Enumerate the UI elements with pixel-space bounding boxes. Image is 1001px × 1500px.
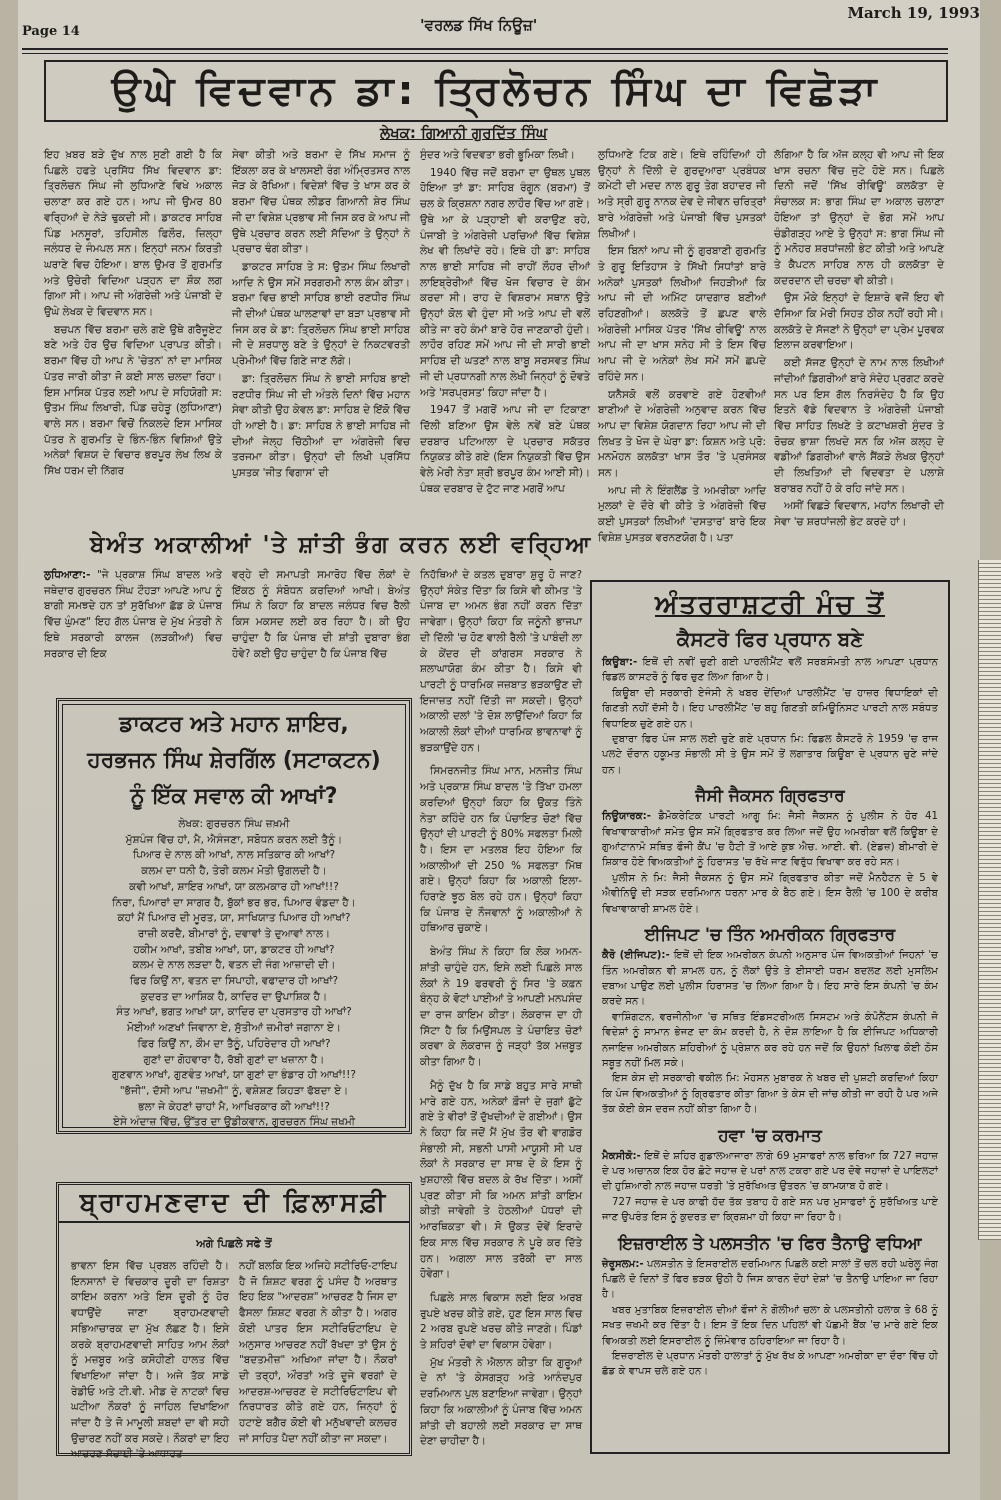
paragraph: ਨਿਹੱਥਿਆਂ ਦੇ ਕਤਲ ਦੁਬਾਰਾ ਸ਼ੁਰੂ ਹੋ ਜਾਣ? ਉਨ੍ਹਾਂ ਸੰਕੇਤ ਦਿੱਤਾ ਕਿ ਕਿਸੇ ਵੀ ਕੀਮਤ 'ਤੇ ਪੰਜਾਬ ਦਾ ਅਮਨ ਭੰਗ ਨਹੀਂ ਕਰਨ ਦਿੱਤਾ ਜਾਵੇਗਾ। ਉਨ੍ਹਾਂ ਕਿਹਾ ਕਿ ਜਨੂੰਨੀ ਭਾਜਪਾ ਦੀ ਦਿੱਲੀ 'ਚ ਹੋਣ ਵਾਲੀ ਰੈਲੀ 'ਤੇ ਪਾਬੰਦੀ ਲਾ ਕੇ ਕੇਂਦਰ ਦੀ ਕਾਂਗਰਸ ਸਰਕਾਰ ਨੇ ਸ਼ਲਾਘਾਯੋਗ ਕੰਮ ਕੀਤਾ ਹੈ। ਕਿਸੇ ਵੀ ਪਾਰਟੀ ਨੂੰ ਧਾਰਮਿਕ ਜਜ਼ਬਾਤ ਭੜਕਾਉਣ ਦੀ ਇਜਾਜ਼ਤ ਨਹੀਂ ਦਿੱਤੀ ਜਾ ਸਕਦੀ। ਉਨ੍ਹਾਂ ਅਕਾਲੀ ਦਲਾਂ 'ਤੇ ਦੋਸ਼ ਲਾਉਂਦਿਆਂ ਕਿਹਾ ਕਿ ਅਕਾਲੀ ਲੋਕਾਂ ਦੀਆਂ ਧਾਰਮਿਕ ਭਾਵਨਾਵਾਂ ਨੂੰ ਭੜਕਾਉਂਦੇ ਹਨ।	[420, 569, 582, 754]
story-headline: ਹਵਾ 'ਚ ਕਰਮਾਤ	[718, 1125, 822, 1146]
poem-headline-line-1: ਡਾਕਟਰ ਅਤੇ ਮਹਾਨ ਸ਼ਾਇਰ,	[119, 712, 349, 737]
paragraph: ਬਚਪਨ ਵਿੱਚ ਬਰਮਾ ਚਲੇ ਗਏ ਉਥੇ ਗਰੈਜੂਏਟ ਬਣੇ ਅਤੇ ਹੋਰ ਉਚ ਵਿਦਿਆ ਪ੍ਰਾਪਤ ਕੀਤੀ। ਬਰਮਾ ਵਿੱਚ ਹੀ ਆਪ ਨੇ 'ਚੇਤਨ' ਨਾਂ ਦਾ ਮਾਸਿਕ ਪੱਤਰ ਜਾਰੀ ਕੀਤਾ ਜੋ ਕਈ ਸਾਲ ਚਲਦਾ ਰਿਹਾ। ਇਸ ਮਾਸਿਕ ਪੱਤਰ ਲਈ ਆਪ ਦੇ ਸਹਿਯੋਗੀ ਸ: ਉਤਮ ਸਿੰਘ ਲਿਖਾਰੀ, ਪਿੰਡ ਚਹੇੜੂ (ਲੁਧਿਆਣਾ) ਵਾਲੇ ਸਨ। ਬਰਮਾ ਵਿਚੋਂ ਨਿਕਲਦੇ ਇਸ ਮਾਸਿਕ ਪੱਤਰ ਨੇ ਗੁਰਮਤਿ ਦੇ ਭਿੰਨ-ਭਿੰਨ ਵਿਸ਼ਿਆਂ ਉਤੇ ਅਨੇਕਾਂ ਵਿਸ਼ਯ ਦੇ ਵਿਚਾਰ ਭਰਪੂਰ ਲੇਖ ਲਿਖ ਕੇ ਸਿੱਖ ਧਰਮ ਦੀ ਨਿੱਗਰ	[44, 323, 222, 478]
news-story	[592, 925, 948, 1117]
paragraph	[602, 655, 938, 686]
paragraph: ਯਨੈਸਕੋ ਵਲੋਂ ਕਰਵਾਏ ਗਏ ਹੋਣਵੀਆਂ ਬਾਣੀਆਂ ਦੇ ਅੰਗਰੇਜ਼ੀ ਅਨੁਵਾਦ ਕਰਨ ਵਿੱਚ ਆਪ ਦਾ ਵਿਸ਼ੇਸ਼ ਯੋਗਦਾਨ ਰਿਹਾ ਆਪ ਜੀ ਦੀ ਲਿਖਤ ਤੇ ਖੋਜ ਦੇ ਘੇਰਾ ਡਾ: ਕਿਸ਼ਨ ਅਤੇ ਪ੍ਰੋ: ਮਨਮੋਹਨ ਕਲਕੱਤਾ ਖਾਸ ਤੌਰ 'ਤੇ ਪ੍ਰਸੰਸਕ ਸਨ।	[598, 388, 766, 480]
paragraph: ਸੁੰਦਰ ਅਤੇ ਵਿਦਵਤਾ ਭਰੀ ਭੂਮਿਕਾ ਲਿਖੀ।	[420, 149, 575, 161]
poem-headline-line-3: ਨੂੰ ਇੱਕ ਸਵਾਲ ਕੀ ਆਖਾਂ?	[130, 784, 338, 809]
brahmanvad-column-1	[71, 1259, 229, 1461]
beant-column-2	[232, 568, 410, 680]
poem-byline: ਲੇਖਕ: ਗੁਰਚਰਨ ਸਿੰਘ ਜ਼ਖ਼ਮੀ	[178, 818, 290, 830]
paragraph: ਡਾ: ਤ੍ਰਿਲੋਚਨ ਸਿੰਘ ਨੇ ਭਾਈ ਸਾਹਿਬ ਭਾਈ ਰਣਧੀਰ ਸਿੰਘ ਜੀ ਦੀ ਅੰਤਲੇ ਦਿਨਾਂ ਵਿੱਚ ਮਹਾਨ ਸੇਵਾ ਕੀਤੀ ਉਹ ਕੇਵਲ ਡਾ: ਸਾਹਿਬ ਦੇ ਇੱਕੋ ਵਿੱਚ ਹੀ ਆਈ ਹੈ। ਡਾ: ਸਾਹਿਬ ਨੇ ਭਾਈ ਸਾਹਿਬ ਜੀ ਦੀਆਂ ਜੇਲ੍ਹ ਚਿੱਠੀਆਂ ਦਾ ਅੰਗਰੇਜ਼ੀ ਵਿਚ ਤਰਜਮਾ ਕੀਤਾ। ਉਨ੍ਹਾਂ ਦੀ ਲਿਖੀ ਪ੍ਰਸਿੱਧ ਪੁਸਤਕ 'ਜੀਤ ਵਿਗਾਸ' ਦੀ	[232, 372, 410, 480]
paragraph	[602, 1257, 938, 1303]
paragraph	[602, 1149, 938, 1195]
poem-line: ਹਕੀਮ ਆਖਾਂ, ਤਬੀਬ ਆਖਾਂ, ਯਾ, ਡਾਕਟਰ ਹੀ ਆਖਾਂ?	[133, 943, 335, 956]
paragraph: ਬੇਅੰਤ ਸਿੰਘ ਨੇ ਕਿਹਾ ਕਿ ਲੋਕ ਅਮਨ-ਸ਼ਾਂਤੀ ਚਾਹੁੰਦੇ ਹਨ, ਇਸੇ ਲਈ ਪਿਛਲੇ ਸਾਲ ਲੋਕਾਂ ਨੇ 19 ਫਰਵਰੀ ਨੂੰ ਸਿਰ 'ਤੇ ਕਫ਼ਨ ਬੰਨ੍ਹ ਕੇ ਵੋਟਾਂ ਪਾਈਆਂ ਤੇ ਆਪਣੀ ਮਨਪਸੰਦ ਦਾ ਰਾਜ ਕਾਇਮ ਕੀਤਾ। ਲੋਕਰਾਜ ਦਾ ਹੀ ਸਿੱਟਾ ਹੈ ਕਿ ਮਿਉਂਸਪਲ ਤੇ ਪੰਚਾਇਤ ਚੋਣਾਂ ਕਰਵਾ ਕੇ ਲੋਕਰਾਜ ਨੂੰ ਜੜ੍ਹਾਂ ਤੱਕ ਮਜ਼ਬੂਤ ਕੀਤਾ ਗਿਆ ਹੈ।	[420, 946, 582, 1069]
story-headline: ਈਜਿਪਟ 'ਚ ਤਿੰਨ ਅਮਰੀਕਨ ਗ੍ਰਿਫਤਾਰ	[644, 925, 896, 946]
paragraph: ਦੁਬਾਰਾ ਫਿਰ ਪੰਜ ਸਾਲ ਲਈ ਚੁਣੇ ਗਏ ਪ੍ਰਧਾਨ ਮਿ: ਫਿਡਲ ਕੈਸਟਰੋ ਨੇ 1959 'ਚ ਰਾਜ ਪਲਟੇ ਦੌਰਾਨ ਹਕੂਮਤ ਸੰਭਾਲੀ ਸੀ ਤੇ ਉਸ ਸਮੇਂ ਤੋਂ ਲਗਾਤਾਰ ਕਿਊਬਾ ਦੇ ਪ੍ਰਧਾਨ ਚੁਣੇ ਜਾਂਦੇ ਹਨ।	[602, 734, 938, 776]
poem-line: ਕਹਾਂ ਮੈਂ ਪਿਆਰ ਦੀ ਮੂਰਤ, ਯਾ, ਸਾਖਿਯਾਤ ਪਿਆਰ ਹੀ ਆਖਾਂ?	[117, 912, 351, 925]
paragraph-text: ਇਥੋਂ ਦੇ ਸ਼ਹਿਰ ਗੁਡਾਲਆਜਾਰਾ ਲਾਗੇ 69 ਮੁਸਾਫਰਾਂ ਨਾਲ ਭਰਿਆ ਕਿ 727 ਜਹਾਜ਼ ਦੇ ਪਰ ਅਚਾਨਕ ਇਕ ਹੋਰ ਛੋਟੇ ਜਹਾਜ਼ ਦੇ ਪਰਾਂ ਨਾਲ ਟਕਰਾ ਗਏ ਪਰ ਦੋਵੇ ਜਹਾਜ਼ਾਂ ਦੇ ਪਾਇਲਟਾਂ ਦੀ ਹੁਸ਼ਿਆਰੀ ਨਾਲ ਜਹਾਜ਼ ਧਰਤੀ 'ਤੇ ਸੁਰੱਖਿਅਤ ਉਤਰਨ 'ਚ ਕਾਮਯਾਬ ਹੋ ਗਏ।	[602, 1150, 938, 1193]
lead-column-3	[420, 148, 590, 528]
paragraph: ਲੁਧਿਆਣੇ ਟਿਕ ਗਏ। ਇਥੇ ਰਹਿੰਦਿਆਂ ਹੀ ਉਨ੍ਹਾਂ ਨੇ ਦਿੱਲੀ ਦੇ ਗੁਰਦੁਆਰਾ ਪ੍ਰਬੰਧਕ ਕਮੇਟੀ ਦੀ ਮਦਦ ਨਾਲ ਗੁਰੂ ਤੇਗ ਬਹਾਦਰ ਜੀ ਅਤੇ ਸ੍ਰੀ ਗੁਰੂ ਨਾਨਕ ਦੇਵ ਦੇ ਜੀਵਨ ਚਰਿਤ੍ਰਾਂ ਬਾਰੇ ਅੰਗਰੇਜ਼ੀ ਅਤੇ ਪੰਜਾਬੀ ਵਿੱਚ ਪੁਸਤਕਾਂ ਲਿਖੀਆਂ।	[598, 149, 766, 240]
paragraph: ਇਸ ਕੇਸ ਦੀ ਸਰਕਾਰੀ ਵਕੀਲ ਮਿ: ਮੋਹਸਨ ਮੁਬਾਰਕ ਨੇ ਖਬਰ ਦੀ ਪੁਸ਼ਟੀ ਕਰਦਿਆਂ ਕਿਹਾ ਕਿ ਪੰਜ ਵਿਅਕਤੀਆਂ ਨੂੰ ਗ੍ਰਿਫਤਾਰ ਕੀਤਾ ਗਿਆ ਤੇ ਕੇਸ ਦੀ ਜਾਂਚ ਕੀਤੀ ਜਾ ਰਹੀ ਹੈ ਪਰ ਅਜੇ ਤੱਕ ਕੋਈ ਕੇਸ ਦਰਜ ਨਹੀਂ ਕੀਤਾ ਗਿਆ ਹੈ।	[602, 1073, 938, 1116]
international-section-title: ਅੰਤਰਰਾਸ਼ਟਰੀ ਮੰਚ ਤੋਂ	[655, 590, 885, 620]
paragraph: ਵਾਸ਼ਿੰਗਟਨ, ਵਰਜੀਨੀਆ 'ਚ ਸਥਿਤ ਇੰਡਸਟਰੀਅਲ ਸਿਸਟਮ ਅਤੇ ਕੰਪੋਨੈਂਟਸ ਕੰਪਨੀ ਜੋ ਵਿਦੇਸ਼ਾਂ ਨੂੰ ਸਾਮਾਨ ਭੇਜਣ ਦਾ ਕੰਮ ਕਰਦੀ ਹੈ, ਨੇ ਦੋਸ਼ ਲਾਇਆ ਹੈ ਕਿ ਈਜਿਪਟ ਅਧਿਕਾਰੀ ਨਜਾਇਜ਼ ਅਮਰੀਕਨ ਸ਼ਹਿਰੀਆਂ ਨੂੰ ਪ੍ਰੇਸ਼ਾਨ ਕਰ ਰਹੇ ਹਨ ਜਦੋਂ ਕਿ ਉਹਨਾਂ ਖਿਲਾਫ ਕੋਈ ਠੋਸ ਸਬੂਤ ਨਹੀਂ ਮਿਲ ਸਕੇ।	[602, 1011, 938, 1069]
poem-line: ਰਾਜ਼ੀ ਕਰਦੈ, ਬੀਮਾਰਾਂ ਨੂੰ, ਦਵਾਵਾਂ ਤੇ ਦੁਆਵਾਂ ਨਾਲ।	[137, 927, 331, 940]
paragraph	[602, 809, 938, 871]
paragraph: ਭਾਵਨਾ ਇਸ ਵਿੱਚ ਪ੍ਰਬਲ ਰਹਿੰਦੀ ਹੈ। ਇਨਸਾਨਾਂ ਦੇ ਵਿਚਕਾਰ ਦੂਰੀ ਦਾ ਰਿਸ਼ਤਾ ਕਾਇਮ ਕਰਨਾ ਅਤੇ ਇਸ ਦੂਰੀ ਨੂੰ ਹੋਰ ਵਧਾਉਂਦੇ ਜਾਣਾ ਬ੍ਰਾਹਮਣਵਾਦੀ ਸਭਿਆਚਾਰਕ ਦਾ ਮੁੱਖ ਲੱਛਣ ਹੈ। ਇਸੇ ਕਰਕੇ ਬ੍ਰਾਹਮਣਵਾਦੀ ਸਾਹਿਤ ਆਮ ਲੋਕਾਂ ਨੂੰ ਮਜ਼ਬੂਰ ਅਤੇ ਕਸੋਹੀਣੀ ਹਾਲਤ ਵਿੱਚ ਵਿਖਾਇਆ ਜਾਂਦਾ ਹੈ। ਅਜੇ ਤੱਕ ਸਾਡੇ ਰੇਡੀਓ ਅਤੇ ਟੀ.ਵੀ. ਮੀਡ ਦੇ ਨਾਟਕਾਂ ਵਿਚ ਘਟੀਆ ਨੌਕਰਾਂ ਨੂੰ ਜਾਹਿਲ ਦਿਖਾਇਆ ਜਾਂਦਾ ਹੈ ਤੇ ਜੋ ਮਾਮੂਲੀ ਸ਼ਬਦਾਂ ਦਾ ਵੀ ਸਹੀ ਉਚਾਰਣ ਨਹੀਂ ਕਰ ਸਕਦੇ। ਨੌਕਰਾਂ ਦਾ ਇਹ ਆਚਰਣ ਸੱਚਾਈ 'ਤੇ ਆਧਾਰਤ	[71, 1260, 229, 1461]
international-box	[590, 580, 950, 1454]
poem-box	[56, 698, 412, 1134]
issue-date: March 19, 1993	[847, 4, 980, 22]
dateline: ਲੁਧਿਆਣਾ:-	[44, 569, 91, 581]
paragraph: ਸਿਮਰਨਜੀਤ ਸਿੰਘ ਮਾਨ, ਮਨਜੀਤ ਸਿੰਘ ਅਤੇ ਪ੍ਰਕਾਸ਼ ਸਿੰਘ ਬਾਦਲ 'ਤੇ ਤਿੱਖਾ ਹਮਲਾ ਕਰਦਿਆਂ ਉਨ੍ਹਾਂ ਕਿਹਾ ਕਿ ਉਕਤ ਤਿੰਨੇ ਨੇਤਾ ਕਹਿੰਦੇ ਹਨ ਕਿ ਪੰਚਾਇਤ ਚੋਣਾਂ ਵਿੱਚ ਉਨ੍ਹਾਂ ਦੀ ਪਾਰਟੀ ਨੂੰ 80% ਸਫਲਤਾ ਮਿਲੀ ਹੈ। ਇਸ ਦਾ ਮਤਲਬ ਇਹ ਹੋਇਆ ਕਿ ਅਕਾਲੀਆਂ ਦੀ 250 % ਸਫਲਤਾ ਮਿੱਥ ਗਏ। ਉਨ੍ਹਾਂ ਕਿਹਾ ਕਿ ਅਕਾਲੀ ਇਲਾ-ਹਿਰਾਣੇ ਝੂਠ ਬੋਲ ਰਹੇ ਹਨ। ਉਨ੍ਹਾਂ ਕਿਹਾ ਕਿ ਪੰਜਾਬ ਦੇ ਨੌਜਵਾਨਾਂ ਨੂੰ ਅਕਾਲੀਆਂ ਨੇ ਹਥਿਆਰ ਚੁਕਾਏ।	[420, 765, 582, 935]
paragraph: ਮੁੱਖ ਮੰਤਰੀ ਨੇ ਐਲਾਨ ਕੀਤਾ ਕਿ ਗੁਰੂਆਂ ਦੇ ਨਾਂ 'ਤੇ ਕੇਸਗੜ੍ਹ ਅਤੇ ਆਨੰਦਪੁਰ ਦਰਮਿਆਨ ਪੁਲ ਬਣਾਇਆ ਜਾਵੇਗਾ। ਉਨ੍ਹਾਂ ਕਿਹਾ ਕਿ ਅਕਾਲੀਆਂ ਨੂੰ ਪੰਜਾਬ ਵਿੱਚ ਅਮਨ ਸ਼ਾਂਤੀ ਦੀ ਬਹਾਲੀ ਲਈ ਸਰਕਾਰ ਦਾ ਸਾਥ ਦੇਣਾ ਚਾਹੀਦਾ ਹੈ।	[420, 1356, 582, 1448]
paragraph: ਕਈ ਸੱਜਣ ਉਨ੍ਹਾਂ ਦੇ ਨਾਮ ਨਾਲ ਲਿਖੀਆਂ ਜਾਂਦੀਆਂ ਡਿਗਰੀਆਂ ਬਾਰੇ ਸੰਦੇਹ ਪ੍ਰਗਟ ਕਰਦੇ ਸਨ ਪਰ ਇਸ ਗੱਲ ਨਿਰਸੰਦੇਹ ਹੈ ਕਿ ਉਹ ਇਤਨੇ ਵੱਡੇ ਵਿਦਵਾਨ ਤੇ ਅੰਗਰੇਜ਼ੀ ਪੰਜਾਬੀ ਵਿੱਚ ਸਾਹਿਤ ਲਿਖਣੇ ਤੇ ਕਟਾਖਸ਼ਰੀ ਸੁੰਦਰ ਤੇ ਰੋਚਕ ਭਾਸ਼ਾ ਲਿਖਦੇ ਸਨ ਕਿ ਅੱਜ ਕਲ੍ਹ ਦੇ ਵਡੀਆਂ ਡਿਗਰੀਆਂ ਵਾਲੇ ਸੈਂਕੜੇ ਲੇਖਕ ਉਨ੍ਹਾਂ ਦੀ ਲਿਖਤਿਆਂ ਦੀ ਵਿਦਵਤਾ ਦੇ ਪਲਾਸ਼ੇ ਬਰਾਬਰ ਨਹੀਂ ਹੋ ਕੇ ਰਹਿ ਜਾਂਦੇ ਸਨ।	[774, 357, 944, 495]
paragraph-text: ਇਥੋਂ ਦੀ ਇਕ ਅਮਰੀਕਨ ਕੰਪਨੀ ਅਨੁਸਾਰ ਪੰਜ ਵਿਅਕਤੀਆਂ ਜਿਹਨਾਂ 'ਚ ਤਿੰਨ ਅਮਰੀਕਨ ਵੀ ਸ਼ਾਮਲ ਹਨ, ਨੂੰ ਲੋਕਾਂ ਉਤੇ ਤੇ ਈਸਾਈ ਧਰਮ ਬਦਲਣ ਲਈ ਮੁਸਲਿਮ ਦਬਾਅ ਪਾਉਣ ਲਈ ਪੁਲੀਸ ਹਿਰਾਸਤ 'ਚ ਲਿਆ ਗਿਆ ਹੈ। ਇਹ ਸਾਰੇ ਇਸ ਕੰਪਨੀ 'ਚ ਕੰਮ ਕਰਦੇ ਸਨ।	[602, 950, 938, 1008]
news-story	[592, 1234, 948, 1380]
poem-line: ਪਿਆਰ ਦੇ ਨਾਲ ਕੀ ਆਖਾਂ, ਨਾਲ ਸਤਿਕਾਰ ਕੀ ਆਖਾਂ?	[132, 849, 336, 862]
paragraph: 1940 ਵਿੱਚ ਜਦੋਂ ਬਰਮਾ ਦਾ ਉਥਲ ਪੁਥਲ ਹੋਇਆ ਤਾਂ ਡਾ: ਸਾਹਿਬ ਰੰਗੂਨ (ਬਰਮਾ) ਤੋਂ ਚਲ ਕੇ ਕ੍ਰਿਸ਼ਨਾ ਨਗਰ ਲਾਹੌਰ ਵਿੱਚ ਆ ਗਏ। ਉਥੇ ਆ ਕੇ ਪੜ੍ਹਾਈ ਵੀ ਕਰਾਉਣ ਰਹੇ, ਪੰਜਾਬੀ ਤੇ ਅੰਗਰੇਜ਼ੀ ਪਰਚਿਆਂ ਵਿੱਚ ਵਿਸ਼ੇਸ਼ ਲੇਖ ਵੀ ਲਿਖਾਂਦੇ ਰਹੇ। ਇਥੇ ਹੀ ਡਾ: ਸਾਹਿਬ ਨਾਲ ਭਾਈ ਸਾਹਿਬ ਜੀ ਰਾਹੀਂ ਲੌਹਰ ਦੀਆਂ ਲਾਇਬ੍ਰੇਰੀਆਂ ਵਿੱਚ ਖੋਜ ਵਿਚਾਰ ਦੇ ਕੰਮ ਕਰਦਾ ਸੀ। ਰਾਹ ਦੇ ਵਿਸ਼ਰਾਮ ਸਥਾਨ ਉਤੇ ਉਨ੍ਹਾਂ ਕੋਲ ਵੀ ਹੁੰਦਾ ਸੀ ਅਤੇ ਆਪ ਦੀ ਵਲੋਂ ਕੀਤੇ ਜਾ ਰਹੇ ਕੰਮਾਂ ਬਾਰੇ ਹੋਰ ਜਾਣਕਾਰੀ ਹੁੰਦੀ। ਲਾਹੌਰ ਰਹਿਣ ਸਮੇਂ ਆਪ ਜੀ ਦੀ ਸਾਰੀ ਭਾਈ ਸਾਹਿਬ ਦੀ ਘਤਣਾਂ ਨਾਲ ਬਾਬੂ ਸਰਸਵਤ ਸਿੰਘ ਜੀ ਦੀ ਪ੍ਰਧਾਨਗੀ ਨਾਲ ਲੇਖੀ ਜਿਨ੍ਹਾਂ ਨੂੰ ਦੋਵਤੇ ਅਤੇ 'ਸਰਪ੍ਰਸਤ' ਕਿਹਾ ਜਾਂਦਾ ਹੈ।	[420, 166, 590, 399]
paragraph-text: ਇਥੋਂ ਦੀ ਨਵੀਂ ਚੁਣੀ ਗਈ ਪਾਰਲੀਮੈਂਟ ਵਲੋਂ ਸਰਬਸੰਮਤੀ ਨਾਲ ਆਪਣਾ ਪ੍ਰਧਾਨ ਫਿਡਲ ਕਾਸਟਰੋ ਨੂੰ ਫਿਰ ਚੁਣ ਲਿਆ ਗਿਆ ਹੈ।	[602, 657, 938, 684]
paragraph: ਨਹੀਂ ਬਲਕਿ ਇਕ ਅਜਿਹੇ ਸਟੀਰਿਓ-ਟਾਇਪ ਹੈ ਜੋ ਸ਼ਿਸ਼ਟ ਵਰਗ ਨੂੰ ਪਸੰਦ ਹੈ ਅਰਥਾਤ ਇਹ ਇਕ "ਆਦਰਸ਼" ਆਚਰਣ ਹੈ ਜਿਸ ਦਾ ਫੈਸਲਾ ਸ਼ਿਸ਼ਟ ਵਰਗ ਨੇ ਕੀਤਾ ਹੈ। ਅਗਰ ਕੋਈ ਪਾਤਰ ਇਸ ਸਟੀਰਿਓਟਾਇਪ ਦੇ ਅਨੁਸਾਰ ਆਚਰਣ ਨਹੀਂ ਰੱਖਦਾ ਤਾਂ ਉਸ ਨੂੰ "ਬਦਤਮੀਜ਼" ਅਖਿਆ ਜਾਂਦਾ ਹੈ। ਨੌਕਰਾਂ ਦੀ ਤਰ੍ਹਾਂ, ਔਰਤਾਂ ਅਤੇ ਦੂਜੇ ਵਰਗਾਂ ਦੇ ਆਦਰਸ਼-ਆਚਰਣ ਦੇ ਸਟੀਰਿਓਟਾਇਪ ਵੀ ਨਿਰਧਾਰਤ ਕੀਤੇ ਗਏ ਹਨ, ਜਿਨ੍ਹਾਂ ਨੂੰ ਹਟਾਏ ਬਗੈਰ ਕੋਈ ਵੀ ਮਨੁੱਖਵਾਦੀ ਕਲਚਰ ਜਾਂ ਸਾਹਿਤ ਪੈਦਾ ਨਹੀਂ ਕੀਤਾ ਜਾ ਸਕਦਾ।	[239, 1260, 397, 1445]
paragraph: ਕਿਊਬਾ ਦੀ ਸਰਕਾਰੀ ਏਜੰਸੀ ਨੇ ਖਬਰ ਦੇਂਦਿਆਂ ਪਾਰਲੀਮੈਂਟ 'ਚ ਹਾਜ਼ਰ ਵਿਧਾਇਕਾਂ ਦੀ ਗਿਣਤੀ ਨਹੀਂ ਦੱਸੀ ਹੈ। ਇਹ ਪਾਰਲੀਮੈਂਟ 'ਚ ਬਹੁ ਗਿਣਤੀ ਕਮਿਊਨਿਸਟ ਪਾਰਟੀ ਨਾਲ ਸਬੰਧਤ ਵਿਧਾਇਕ ਚੁਣੇ ਗਏ ਹਨ।	[602, 687, 938, 730]
paragraph: 1947 ਤੋਂ ਮਗਰੋਂ ਆਪ ਜੀ ਦਾ ਟਿਕਾਣਾ ਦਿੱਲੀ ਬਣਿਆ ਉਸ ਵੇਲੇ ਨਵੇਂ ਬਣੇ ਪੰਥਕ ਦਰਬਾਰ ਪਟਿਆਲਾ ਦੇ ਪ੍ਰਚਾਰ ਸਕੱਤਰ ਨਿਯੁਕਤ ਕੀਤੇ ਗਏ (ਇਸ ਨਿਯੁਕਤੀ ਵਿੱਚ ਉਸ ਵੇਲੇ ਮੇਰੀ ਨੇਤਾ ਸ਼੍ਰੀ ਭਰਪੂਰ ਕੰਮ ਆਈ ਸੀ)। ਪੰਥਕ ਦਰਬਾਰ ਦੇ ਟੁੱਟ ਜਾਣ ਮਗਰੋਂ ਆਪ	[420, 404, 590, 495]
paragraph: ਖਬਰ ਮੁਤਾਬਿਕ ਇਜ਼ਰਾਈਲ ਦੀਆਂ ਫੌਜਾਂ ਨੇ ਗੋਲੀਆਂ ਚਲਾ ਕੇ ਪਲਸਤੀਨੀ ਹਲਾਕ ਤੇ 68 ਨੂੰ ਸਖਤ ਜ਼ਖਮੀ ਕਰ ਦਿੱਤਾ ਹੈ। ਇਸ ਤੋਂ ਇਕ ਦਿਨ ਪਹਿਲਾਂ ਵੀ ਪੱਛਮੀ ਬੈਂਕ 'ਚ ਮਾਰੇ ਗਏ ਇਕ ਵਿਅਕਤੀ ਲਈ ਇਸਰਾਈਲ ਨੂੰ ਜ਼ਿੰਮੇਵਾਰ ਠਹਿਰਾਇਆ ਜਾ ਰਿਹਾ ਹੈ।	[602, 1304, 938, 1347]
paragraph: ਇਸ ਬਿਨਾਂ ਆਪ ਜੀ ਨੂੰ ਗੁਰਬਾਣੀ ਗੁਰਮਤਿ ਤੇ ਗੁਰੂ ਇਤਿਹਾਸ ਤੇ ਸਿੱਖੀ ਸਿਧਾਂਤਾਂ ਬਾਰੇ ਅਨੇਕਾਂ ਪੁਸਤਕਾਂ ਲਿਖੀਆਂ ਜਿਹੜੀਆਂ ਕਿ ਆਪ ਜੀ ਦੀ ਅਮਿੱਟ ਯਾਦਗਾਰ ਬਣੀਆਂ ਰਹਿਣਗੀਆਂ। ਕਲਕੱਤੇ ਤੋਂ ਛਪਣ ਵਾਲੇ ਅੰਗਰੇਜ਼ੀ ਮਾਸਿਕ ਪੱਤਰ 'ਸਿੱਖ ਰੀਵਿਊ' ਨਾਲ ਆਪ ਜੀ ਦਾ ਖਾਸ ਸਨੇਹ ਸੀ ਤੇ ਇਸ ਵਿੱਚ ਆਪ ਜੀ ਦੇ ਅਨੇਕਾਂ ਲੇਖ ਸਮੇਂ ਸਮੇਂ ਛਪਦੇ ਰਹਿੰਦੇ ਸਨ।	[598, 245, 766, 383]
lead-column-2	[232, 148, 410, 528]
poem-content	[59, 707, 409, 1131]
masthead-rule	[22, 48, 948, 50]
beant-column-3	[420, 568, 582, 1448]
brahmanvad-headline: ਬ੍ਰਾਹਮਣਵਾਦ ਦੀ ਫ਼ਿਲਾਸਫ਼ੀ	[79, 1187, 389, 1218]
dateline: ਜ਼ੇਰੂਸਲਮ:-	[602, 1258, 644, 1270]
paragraph-text: ਪਲਸਤੀਨ ਤੇ ਇਸਰਾਈਲ ਦਰਮਿਆਨ ਪਿਛਲੇ ਕਈ ਸਾਲਾਂ ਤੋਂ ਚਲ ਰਹੀ ਘਰੇਲੂ ਜੰਗ ਪਿਛਲੇ ਦੋ ਦਿਨਾਂ ਤੋਂ ਫਿਰ ਭੜਕ ਉਠੀ ਹੈ ਜਿਸ ਕਾਰਨ ਦੋਹਾਂ ਦੇਸ਼ਾਂ 'ਚ ਤੈਨਾਉ ਪਾਇਆ ਜਾ ਰਿਹਾ ਹੈ।	[602, 1258, 938, 1301]
news-story	[592, 786, 948, 917]
paragraph: ਇਹ ਖ਼ਬਰ ਬੜੇ ਦੁੱਖ ਨਾਲ ਸੁਣੀ ਗਈ ਹੈ ਕਿ ਪਿਛਲੇ ਹਫਤੇ ਪ੍ਰਸਿੱਧ ਸਿੱਖ ਵਿਦਵਾਨ ਡਾ: ਤ੍ਰਿਲੋਚਨ ਸਿੰਘ ਜੀ ਲੁਧਿਆਣੇ ਵਿਖੇ ਅਕਾਲ ਚਲਾਣਾ ਕਰ ਗਏ ਹਨ। ਆਪ ਜੀ ਉਮਰ 80 ਵਰ੍ਹਿਆਂ ਦੇ ਨੇੜੇ ਢੁਕਦੀ ਸੀ। ਡਾਕਟਰ ਸਾਹਿਬ ਪਿੰਡ ਮਨਸੂਰਾਂ, ਤਹਿਸੀਲ ਫਿਲੌਰ, ਜ਼ਿਲ੍ਹਾ ਜਲੰਧਰ ਦੇ ਜੰਮਪਲ ਸਨ। ਇਨ੍ਹਾਂ ਜਨਮ ਕਿਰਤੀ ਘਰਾਣੇ ਵਿਚ ਹੋਇਆ। ਬਾਲ ਉਮਰ ਤੋਂ ਗੁਰਮਤਿ ਅਤੇ ਉਚੇਰੀ ਵਿਦਿਆ ਪੜ੍ਹਨ ਦਾ ਸ਼ੌਕ ਲਗ ਗਿਆ ਸੀ। ਆਪ ਜੀ ਅੰਗਰੇਜ਼ੀ ਅਤੇ ਪੰਜਾਬੀ ਦੇ ਉਘੇ ਲੇਖਕ ਦੇ ਵਿਦਵਾਨ ਸਨ।	[44, 149, 222, 319]
lead-headline-box	[44, 60, 948, 122]
poem-line: ਮੁੱਸ਼ਪੰਜ ਵਿੱਚ ਹਾਂ, ਮੈ, ਐਸੰਜਣਾ, ਸਬੋਧਨ ਕਰਨ ਲਈ ਤੈਨੂੰ।	[125, 833, 343, 846]
poem-line: ਏਸੇ ਅੰਦਾਜ਼ ਵਿੱਚ, ਉੱਤਰ ਦਾ ਉਡੀਕਵਾਨ, ਗੁਰਚਰਨ ਸਿੰਘ ਜ਼ਖਮੀ	[112, 1116, 356, 1129]
news-story	[592, 1126, 948, 1226]
paragraph: ਅਸੀਂ ਵਿਛੜੇ ਵਿਦਵਾਨ, ਮਹਾਂਨ ਲਿਖਾਰੀ ਦੀ ਸੇਵਾ 'ਚ ਸ਼ਰਧਾਂਜਲੀ ਭੇਟ ਕਰਦੇ ਹਾਂ।	[774, 500, 944, 529]
international-stories	[592, 627, 948, 1380]
paragraph	[602, 948, 938, 1010]
lead-byline: ਲੇਖਕ: ਗਿਆਨੀ ਗੁਰਦਿੱਤ ਸਿੰਘ	[380, 124, 548, 142]
paragraph: ਪਿਛਲੇ ਸਾਲ ਵਿਕਾਸ ਲਈ ਇਕ ਅਰਬ ਰੁਪਏ ਖਰਚ ਕੀਤੇ ਗਏ, ਹੁਣ ਇਸ ਸਾਲ ਵਿਚ 2 ਅਰਬ ਰੁਪਏ ਖਰਚ ਕੀਤੇ ਜਾਣਗੇ। ਪਿੰਡਾਂ ਤੇ ਸ਼ਹਿਰਾਂ ਦੋਵਾਂ ਦਾ ਵਿਕਾਸ ਹੋਵੇਗਾ।	[420, 1291, 582, 1352]
poem-line: ਕਲਮ ਦਾ ਧਨੀ ਹੈ, ਤੇਰੀ ਕਲਮ ਮੋਤੀ ਉਗਲਦੀ ਹੈ।	[141, 865, 327, 878]
paragraph: ਡਾਕਟਰ ਸਾਹਿਬ ਤੇ ਸ: ਉਤਮ ਸਿੰਘ ਲਿਖਾਰੀ ਆਦਿ ਨੇ ਉਸ ਸਮੇਂ ਸਰਗਰਮੀ ਨਾਲ ਕੰਮ ਕੀਤਾ। ਬਰਮਾ ਵਿਚ ਭਾਈ ਸਾਹਿਬ ਭਾਈ ਰਣਧੀਰ ਸਿੰਘ ਜੀ ਦੀਆਂ ਪੰਥਕ ਘਾਲਣਾਵਾਂ ਦਾ ਬੜਾ ਪ੍ਰਭਾਵ ਸੀ ਜਿਸ ਕਰ ਕੇ ਡਾ: ਤ੍ਰਿਲੋਚਨ ਸਿੰਘ ਭਾਈ ਸਾਹਿਬ ਜੀ ਦੇ ਸ਼ਰਧਾਲੂ ਬਣੇ ਤੇ ਉਨ੍ਹਾਂ ਦੇ ਨਿਕਟਵਰਤੀ ਪ੍ਰੇਮੀਆਂ ਵਿੱਚ ਗਿਣੇ ਜਾਣ ਲੱਗੇ।	[232, 260, 410, 368]
poem-lines	[59, 833, 409, 1131]
poem-headline-line-2: ਹਰਭਜਨ ਸਿੰਘ ਸ਼ੇਰਗਿੱਲ (ਸਟਾਕਟਨ)	[87, 748, 381, 773]
lead-column-4	[598, 148, 766, 568]
dateline: ਨਿਊਯਾਰਕ:-	[602, 811, 651, 823]
story-headline: ਇਜ਼ਰਾਈਲ ਤੇ ਪਲਸਤੀਨ 'ਚ ਫਿਰ ਤੈਨਾਉ ਵਧਿਆ	[618, 1233, 922, 1254]
news-story	[592, 627, 948, 778]
poem-line: ਗੁਣਵਾਨ ਆਖਾਂ, ਗੁਣਵੰਤ ਆਖਾਂ, ਯਾ ਗੁਣਾਂ ਦਾ ਭੰਡਾਰ ਹੀ ਆਖਾਂ!!?	[112, 1069, 356, 1082]
paragraph: ਉਸ ਮੌਕੇ ਇਨ੍ਹਾਂ ਦੇ ਇਸ਼ਾਰੇ ਵਜੋਂ ਇਹ ਵੀ ਦੱਸਿਆ ਕਿ ਮੇਰੀ ਸਿਹਤ ਠੀਕ ਨਹੀਂ ਰਹੀ ਸੀ। ਕਲਕੱਤੇ ਦੇ ਸੱਜਣਾਂ ਨੇ ਉਨ੍ਹਾਂ ਦਾ ਪ੍ਰੇਮ ਪੂਰਵਕ ਇਲਾਜ ਕਰਵਾਇਆ।	[774, 292, 944, 352]
poem-line: ਭਲਾ ਜੇ ਕੇਹਣਾਂ ਚਾਹਾਂ ਮੈ, ਆਖਿਰਕਾਰ ਕੀ ਆਖਾਂ!!?	[138, 1100, 330, 1113]
paragraph: ਮੈਨੂੰ ਦੁੱਖ ਹੈ ਕਿ ਸਾਡੇ ਬਹੁਤ ਸਾਰੇ ਸਾਥੀ ਮਾਰੇ ਗਏ ਹਨ, ਅਨੇਕਾਂ ਫ਼ੌਜਾਂ ਦੇ ਜੁਗਾਂ ਛੁੱਟੇ ਗਏ ਤੇ ਵੀਰਾਂ ਤੋਂ ਦੁੱਖਦੀਆਂ ਦੇ ਗਈਆਂ। ਉਸ ਨੇ ਕਿਹਾ ਕਿ ਜਦੋਂ ਮੈਂ ਮੁੱਖ ਤੌਰ ਵੀ ਵਾਗਡੋਰ ਸੰਭਾਲੀ ਸੀ, ਸਭਨੀ ਪਾਸੀ ਮਾਯੂਸੀ ਸੀ ਪਰ ਲੋਕਾਂ ਨੇ ਸਰਕਾਰ ਦਾ ਸਾਥ ਦੇ ਕੇ ਇਸ ਨੂੰ ਖੁਸ਼ਹਾਲੀ ਵਿੱਚ ਬਦਲ ਕੇ ਰੱਖ ਦਿੱਤਾ। ਅਸੀਂ ਪ੍ਰਣ ਕੀਤਾ ਸੀ ਕਿ ਅਮਨ ਸ਼ਾਂਤੀ ਕਾਇਮ ਕੀਤੀ ਜਾਵੇਗੀ ਤੇ ਹੇਠਲੀਆਂ ਪੱਧਰਾਂ ਦੀ ਆਰਥਿਕਤਾ ਵੀ। ਸੋ ਉਕਤ ਦੋਵੇਂ ਇਰਾਦੇ ਇਕ ਸਾਲ ਵਿੱਚ ਸਰਕਾਰ ਨੇ ਪੂਰੇ ਕਰ ਦਿੱਤੇ ਹਨ। ਅਗਲਾ ਸਾਲ ਤਰੱਕੀ ਦਾ ਸਾਲ ਹੋਵੇਗਾ।	[420, 1079, 582, 1281]
page-number: Page 14	[22, 24, 80, 39]
newspaper-name: 'ਵਰਲਡ ਸਿੱਖ ਨਿਊਜ਼'	[420, 16, 538, 34]
paragraph: ਵਰ੍ਹੇ ਦੀ ਸਮਾਪਤੀ ਸਮਾਰੋਹ ਵਿੱਚ ਲੋਕਾਂ ਦੇ ਇੱਕਠ ਨੂੰ ਸੰਬੋਧਨ ਕਰਦਿਆਂ ਆਖੀ। ਬੇਅੰਤ ਸਿੰਘ ਨੇ ਕਿਹਾ ਕਿ ਬਾਦਲ ਜਲੰਧਰ ਵਿਚ ਰੈਲੀ ਕਿਸ ਮਕਸਦ ਲਈ ਕਰ ਰਿਹਾ ਹੈ। ਕੀ ਉਹ ਚਾਹੁੰਦਾ ਹੈ ਕਿ ਪੰਜਾਬ ਦੀ ਸ਼ਾਂਤੀ ਦੁਬਾਰਾ ਭੰਗ ਹੋਵੇ? ਕਈ ਉਹ ਚਾਹੁੰਦਾ ਹੈ ਕਿ ਪੰਜਾਬ ਵਿੱਚ	[232, 569, 410, 660]
poem-line: ਮੋਈਆਂ ਅਣਖਾਂ ਜਿਵਾਨਾ ਏ, ਸੁੱਤੀਆਂ ਜ਼ਮੀਰਾਂ ਜਗਾਨਾ ਏ।	[126, 1022, 342, 1035]
paragraph: ਲੱਗਿਆ ਹੈ ਕਿ ਅੱਜ ਕਲ੍ਹ ਵੀ ਆਪ ਜੀ ਇਕ ਖਾਸ ਰਚਨਾ ਵਿੱਚ ਜੁਟੇ ਹੋਏ ਸਨ। ਪਿਛਲੇ ਦਿਨੀ ਜਦੋਂ 'ਸਿੱਖ ਰੀਵਿਊ' ਕਲਕੱਤਾ ਦੇ ਸੰਚਾਲਕ ਸ: ਭਾਗ ਸਿੰਘ ਦਾ ਅਕਾਲ ਚਲਾਣਾ ਹੋਇਆ ਤਾਂ ਉਨ੍ਹਾਂ ਦੇ ਭੋਗ ਸਮੇਂ ਆਪ ਚੰਡੀਗੜ੍ਹ ਆਏ ਤੇ ਉਨ੍ਹਾਂ ਸ: ਭਾਗ ਸਿੰਘ ਜੀ ਨੂੰ ਮਨੋਹਰ ਸ਼ਰਧਾਂਜਲੀ ਭੇਟ ਕੀਤੀ ਅਤੇ ਆਪਣੇ ਤੇ ਕੈਪਟਨ ਸਾਹਿਬ ਨਾਲ ਹੀ ਕਲਕੱਤਾ ਦੇ ਕਦਰਦਾਨ ਦੀ ਚਰਚਾ ਵੀ ਕੀਤੀ।	[774, 149, 944, 287]
poem-line: "ਭੱਜੀ", ਦੱਸੀ ਆਪ "ਜ਼ਖਮੀ" ਨੂੰ, ਵਸ਼ੇਸ਼ਣ ਕਿਹੜਾ ਫੱਬਦਾ ਏ।	[119, 1084, 349, 1097]
poem-line: ਕਲਮ ਦੇ ਨਾਲ ਲੜਦਾ ਹੈ, ਵਤਨ ਦੀ ਜੰਗ ਆਜ਼ਾਦੀ ਦੀ।	[132, 959, 336, 972]
masthead-rule-thin	[22, 53, 948, 54]
poem-line: ਕੁਦਰਤ ਦਾ ਆਸ਼ਿਕ ਹੈ, ਕਾਦਿਰ ਦਾ ਉਪਾਸ਼ਿਕ ਹੈ।	[140, 990, 328, 1003]
paragraph: ਸੇਵਾ ਕੀਤੀ ਅਤੇ ਬਰਮਾ ਦੇ ਸਿੱਖ ਸਮਾਜ ਨੂੰ ਇੱਕਲਾ ਕਰ ਕੇ ਖਾਲਸਈ ਰੰਗ ਅੰਮ੍ਰਿਤਸਰ ਨਾਲ ਜੋੜ ਕੇ ਰੱਖਿਆ। ਵਿਦੇਸ਼ਾਂ ਵਿੱਚ ਤੇ ਖਾਸ ਕਰ ਕੇ ਬਰਮਾ ਵਿੱਚ ਪੰਥਕ ਲੀਡਰ ਗਿਆਨੀ ਸ਼ੇਰ ਸਿੰਘ ਜੀ ਦਾ ਵਿਸ਼ੇਸ਼ ਪ੍ਰਭਾਵ ਸੀ ਜਿਸ ਕਰ ਕੇ ਆਪ ਜੀ ਉਥੇ ਪ੍ਰਚਾਰ ਕਰਨ ਲਈ ਸੱਦਿਆ ਤੇ ਉਨ੍ਹਾਂ ਨੇ ਪ੍ਰਚਾਰ ਢੰਗ ਕੀਤਾ।	[232, 149, 410, 256]
lead-headline: ਉਘੇ ਵਿਦਵਾਨ ਡਾ: ਤ੍ਰਿਲੋਚਨ ਸਿੰਘ ਦਾ ਵਿਛੋੜਾ	[111, 68, 881, 114]
paragraph: ਆਪ ਜੀ ਨੇ ਇੰਗਲੈਂਡ ਤੇ ਅਮਰੀਕਾ ਆਦਿ ਮੁਲਕਾਂ ਦੇ ਦੌਰੇ ਵੀ ਕੀਤੇ ਤੇ ਅੰਗਰੇਜ਼ੀ ਵਿੱਚ ਕਈ ਪੁਸਤਕਾਂ ਲਿਖੀਆਂ 'ਦਸਤਾਰ' ਬਾਰੇ ਇਕ ਵਿਸ਼ੇਸ਼ ਪੁਸਤਕ ਵਰਨਣਯੋਗ ਹੈ। ਪਤਾ	[598, 484, 766, 544]
beant-headline: ਬੇਅੰਤ ਅਕਾਲੀਆਂ 'ਤੇ ਸ਼ਾਂਤੀ ਭੰਗ ਕਰਨ ਲਈ ਵਰ੍ਹਿਆ	[90, 532, 593, 558]
poem-line: ਸੰਤ ਆਖਾਂ, ਭਗਤ ਆਖਾਂ ਯਾ, ਕਾਦਿਰ ਦਾ ਪ੍ਰਸਤਾਰ ਹੀ ਆਖਾਂ?	[116, 1006, 352, 1019]
poem-line: ਗੁਣਾਂ ਦਾ ਗੋਹਵਾਰਾ ਹੈ, ਰੱਬੀ ਗੁਣਾਂ ਦਾ ਖਜ਼ਾਨਾ ਹੈ।	[143, 1053, 325, 1066]
lead-column-5	[774, 148, 944, 568]
paragraph-text: ਡੈਮੋਕਰੇਟਿਕ ਪਾਰਟੀ ਆਗੂ ਮਿ: ਜੈਸੀ ਜੈਕਸਨ ਨੂੰ ਪੁਲੀਸ ਨੇ ਹੋਰ 41 ਵਿਖਾਵਾਕਾਰੀਆਂ ਸਮੇਤ ਉਸ ਸਮੇਂ ਗ੍ਰਿਫਤਾਰ ਕਰ ਲਿਆ ਜਦੋਂ ਉਹ ਅਮਰੀਕਾ ਵਲੋਂ ਕਿਊਬਾ ਦੇ ਗੁਆਂਟਾਨਾਮੋ ਸਥਿਤ ਫੌਜੀ ਕੈਂਪ 'ਚ ਹੈਟੀ ਤੋਂ ਆਏ ਕੁਝ ਐਚ. ਆਈ. ਵੀ. (ਏਡਜ਼) ਬੀਮਾਰੀ ਦੇ ਸ਼ਿਕਾਰ ਹੋਏ ਵਿਅਕਤੀਆਂ ਨੂੰ ਹਿਰਾਸਤ 'ਚ ਰੱਖੇ ਜਾਣ ਵਿਰੁੱਧ ਵਿਖਾਵਾ ਕਰ ਰਹੇ ਸਨ।	[602, 811, 938, 869]
story-headline: ਜੈਸੀ ਜੈਕਸਨ ਗ੍ਰਿਫਤਾਰ	[695, 786, 845, 807]
continued-note: ਅਗੇ ਪਿਛਲੇ ਸਫੇ ਤੋਂ	[196, 1237, 272, 1250]
brahmanvad-column-2	[239, 1259, 397, 1445]
brahmanvad-header	[59, 1185, 409, 1223]
paragraph: "ਜੇ ਪ੍ਰਕਾਸ਼ ਸਿੰਘ ਬਾਦਲ ਅਤੇ ਜਥੇਦਾਰ ਗੁਰਚਰਨ ਸਿੰਘ ਟੌਹੜਾ ਆਪਣੇ ਆਪ ਨੂੰ ਬਾਗੀ ਸਮਝਦੇ ਹਨ ਤਾਂ ਸੁਰੱਖਿਆ ਛੱਡ ਕੇ ਪੰਜਾਬ ਵਿੱਚ ਘੁੰਮਣ" ਇਹ ਗੱਲ ਪੰਜਾਬ ਦੇ ਮੁੱਖ ਮੰਤਰੀ ਨੇ ਇਥੇ ਸਰਕਾਰੀ ਕਾਲਜ (ਲੜਕੀਆਂ) ਵਿਚ ਸਰਕਾਰ ਦੀ ਇਕ	[44, 569, 222, 660]
paragraph: ਇਜ਼ਰਾਈਲ ਦੇ ਪ੍ਰਧਾਨ ਮੰਤਰੀ ਹਾਲਾਤਾਂ ਨੂੰ ਮੁੱਖ ਰੱਖ ਕੇ ਆਪਣਾ ਅਮਰੀਕਾ ਦਾ ਦੌਰਾ ਵਿੱਚ ਹੀ ਛੱਡ ਕੇ ਵਾਪਸ ਚਲੇ ਗਏ ਹਨ।	[602, 1351, 938, 1378]
lead-column-1	[44, 148, 222, 528]
dateline: ਕੈਰੋ (ਈਜਿਪਟ):-	[602, 950, 670, 962]
beant-column-1	[44, 568, 222, 680]
poem-line: ਨਿਰਾ, ਪਿਆਰਾਂ ਦਾ ਸਾਗਰ ਹੈ, ਬੁੱਕਾਂ ਭਰ ਭਰ, ਪਿਆਰ ਵੰਡਦਾ ਹੈ।	[112, 896, 356, 909]
paragraph: 727 ਜਹਾਜ਼ ਦੇ ਪਰ ਕਾਫੀ ਹੱਦ ਤੱਕ ਤਬਾਹ ਹੋ ਗਏ ਸਨ ਪਰ ਮੁਸਾਫਰਾਂ ਨੂੰ ਸੁਰੱਖਿਅਤ ਪਾਏ ਜਾਣ ਉਪਰੰਤ ਇਸ ਨੂੰ ਕੁਦਰਤ ਦਾ ਕ੍ਰਿਸ਼ਮਾ ਹੀ ਕਿਹਾ ਜਾ ਰਿਹਾ ਹੈ।	[602, 1196, 938, 1224]
story-headline: ਕੈਸਟਰੋ ਫਿਰ ਪ੍ਰਧਾਨ ਬਣੇ	[676, 627, 864, 651]
measuring-ruler	[978, 560, 1001, 1240]
poem-line: ਕਵੀ ਆਖਾਂ, ਸ਼ਾਇਰ ਆਖਾਂ, ਯਾ ਕਲਮਕਾਰ ਹੀ ਆਖਾਂ!!?	[129, 880, 339, 893]
paragraph: ਪੁਲੀਸ ਨੇ ਮਿ: ਜੈਸੀ ਜੈਕਸਨ ਨੂੰ ਉਸ ਸਮੇਂ ਗ੍ਰਿਫਤਾਰ ਕੀਤਾ ਜਦੋਂ ਮੈਨਹੈਟਨ ਦੇ 5 ਵੇ ਐਵੀਨਿਊ ਦੀ ਸੜਕ ਦਰਮਿਆਨ ਧਰਨਾ ਮਾਰ ਕੇ ਬੈਠ ਗਏ। ਇਸ ਰੈਲੀ 'ਚ 100 ਦੇ ਕਰੀਬ ਵਿਖਾਵਾਕਾਰੀ ਸ਼ਾਮਲ ਹੋਏ।	[602, 872, 938, 915]
dateline: ਮੈਕਸੀਕੋ:-	[602, 1150, 641, 1162]
poem-line: ਫਿਰ ਕਿਉਂ ਨਾ, ਵਤਨ ਦਾ ਸਿਪਾਹੀ, ਵਫਾਦਾਰ ਹੀ ਆਖਾਂ?	[129, 975, 339, 988]
poem-line: ਫਿਰ ਕਿਉਂ ਨਾ, ਕੌਮ ਦਾ ਤੈਨੂੰ, ਪਹਿਰੇਦਾਰ ਹੀ ਆਖਾਂ?	[137, 1037, 331, 1050]
brahmanvad-box	[56, 1182, 412, 1461]
dateline: ਕਿਊਬਾ:-	[602, 657, 638, 668]
